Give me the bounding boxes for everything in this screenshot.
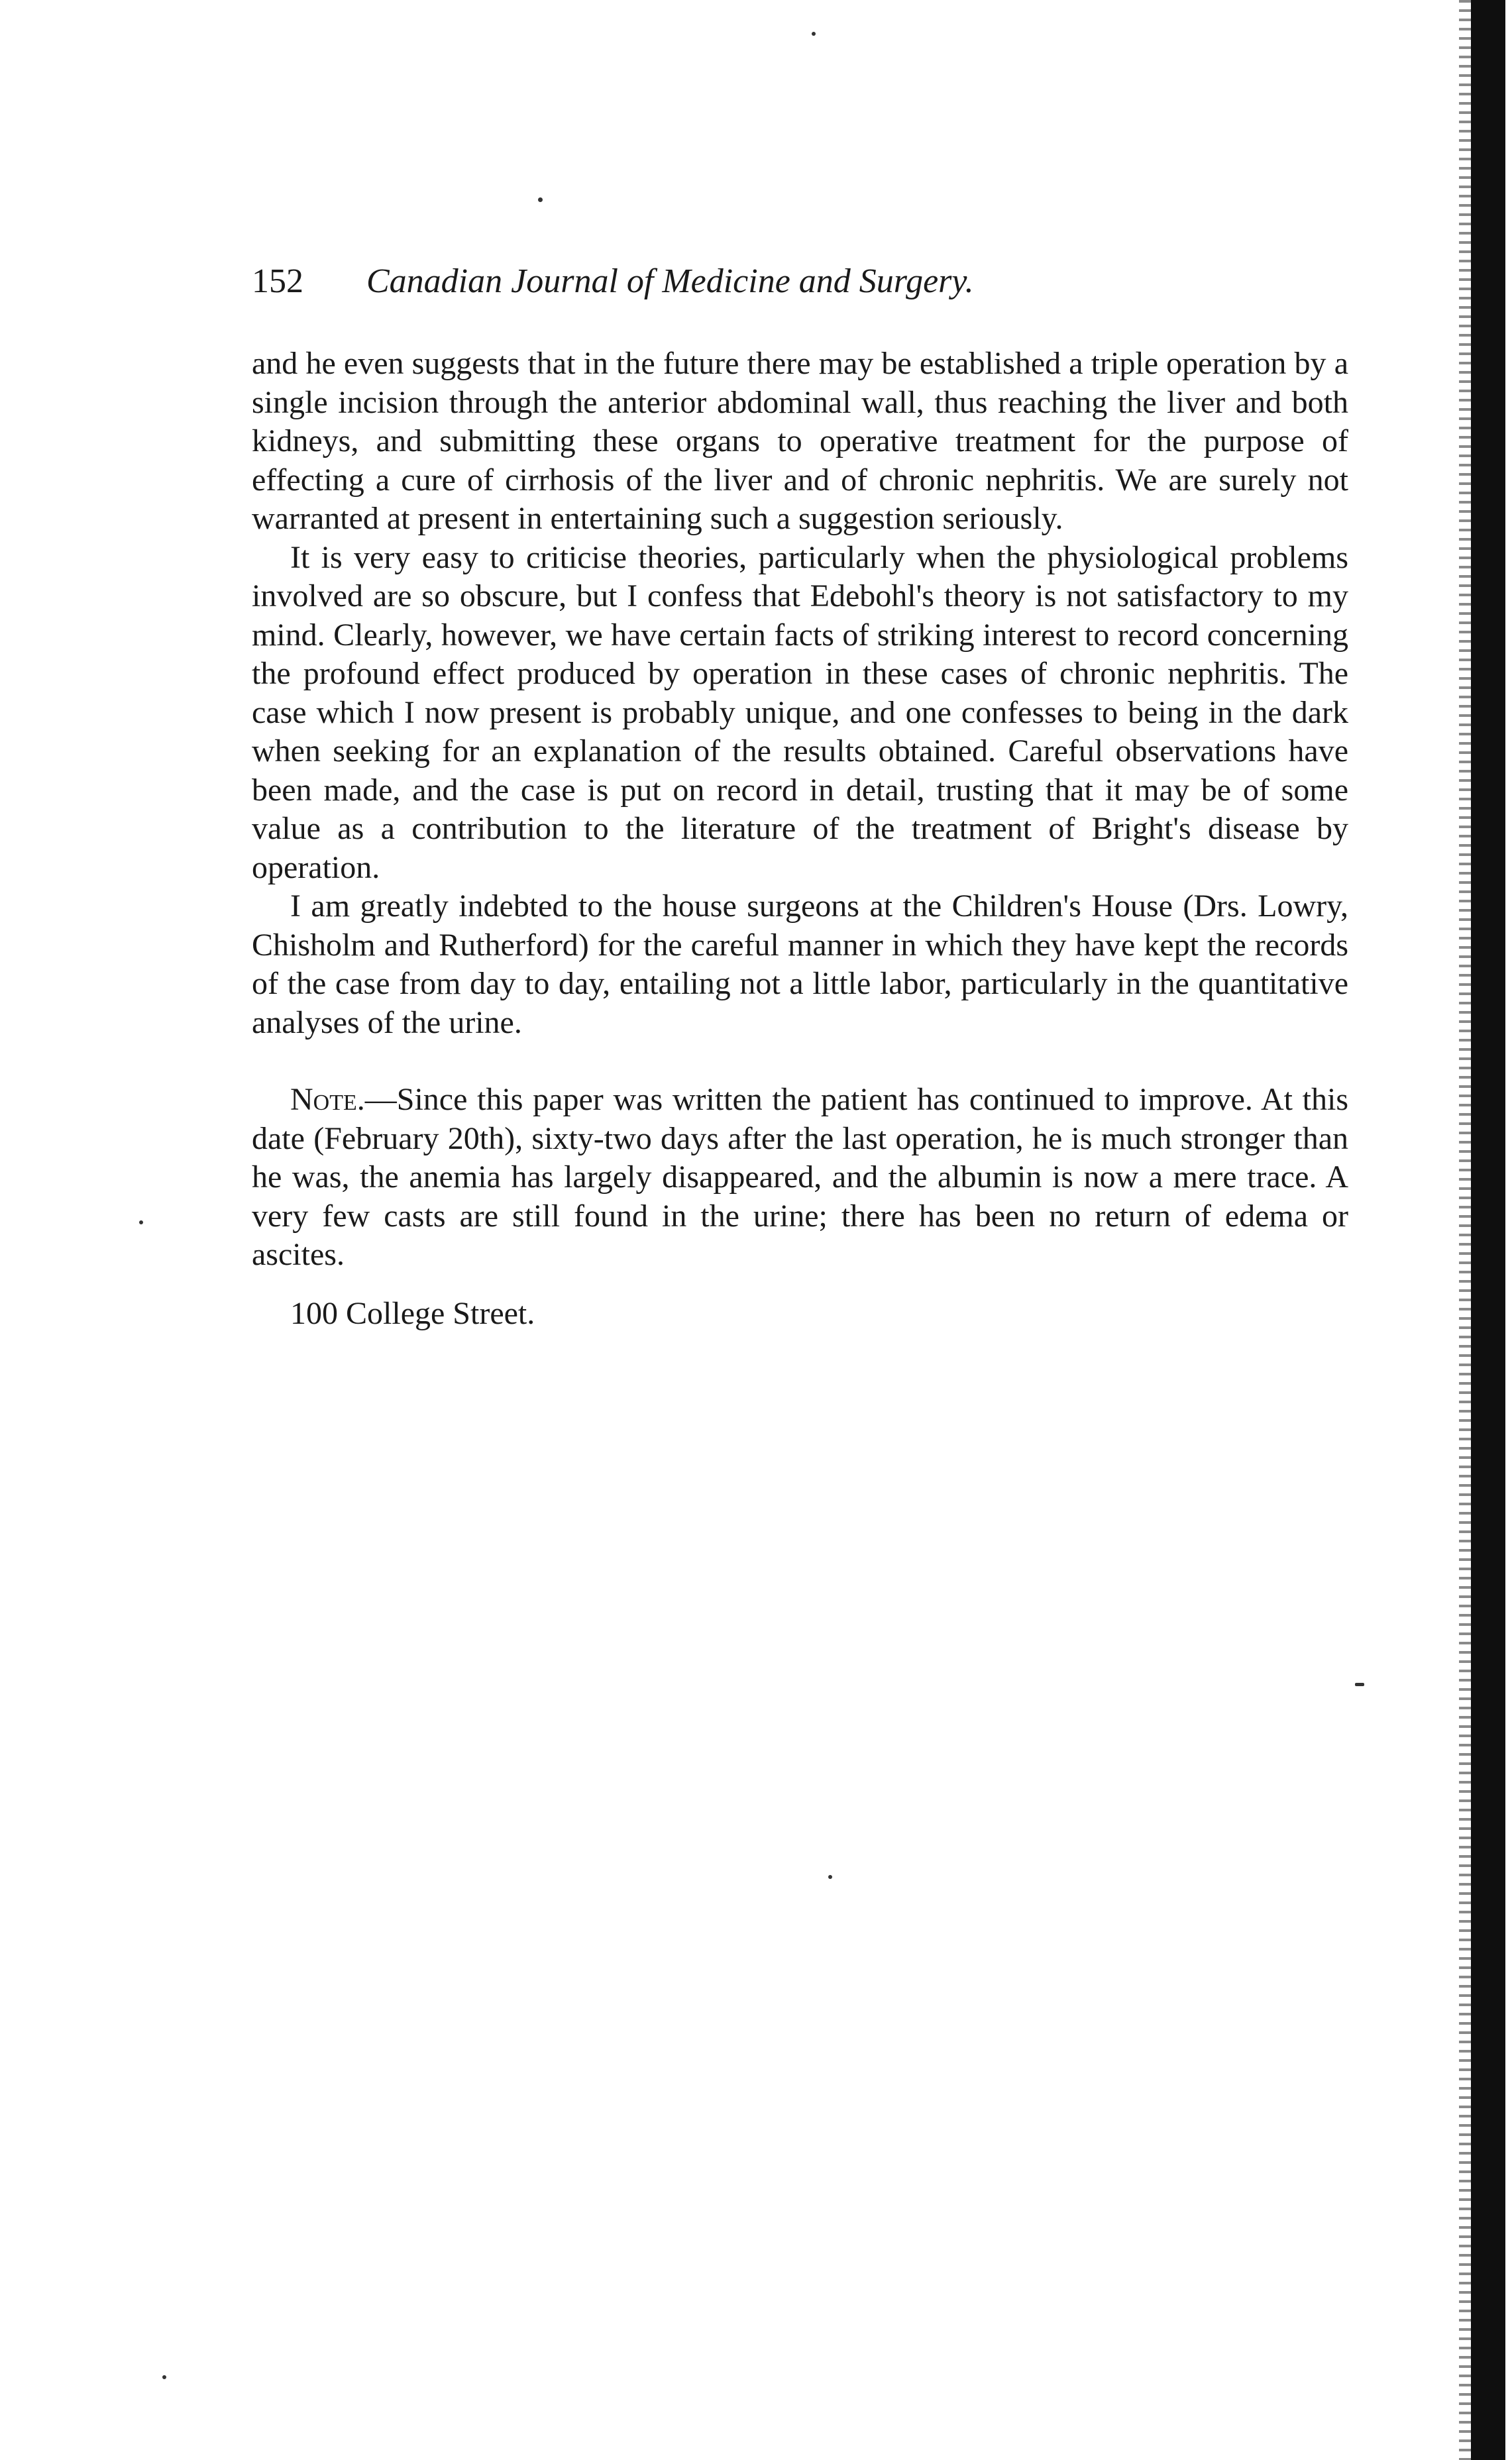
paragraph-criticism: It is very easy to criticise theories, particularly when the physiological problems involved are so obscure, but I confess that Edebohl's theory is not satisfactory to my mind. Clearly, however, we have certain facts of striking interest to record concerning the profound effect produced by operation in these cases of chronic nephritis. The case which I now present is probably unique, and one confesses to being in the dark when seeking for an explanation of the results obtained. Careful observations have been made, and the case is put on record in detail, trusting that it may be of some value as a contribution to the literature of the treatment of Bright's disease by operation. [252, 539, 1348, 885]
scan-speck [162, 2375, 166, 2379]
page-edge-shadow [1471, 0, 1505, 2460]
paragraph-acknowledgement: I am greatly indebted to the house surgeons at the Children's House (Drs. Lowry, Chisholm and Rutherford) for the careful manner in which they have kept the records of the case from day to day, entailing not a little labor, particularly in the quantitative analyses of the urine. [252, 888, 1348, 1040]
scan-speck [812, 32, 816, 36]
running-header [252, 262, 1206, 301]
scan-speck [1355, 1683, 1364, 1686]
running-title: Canadian Journal of Medicine and Surgery. [366, 262, 974, 300]
paragraph-continuation: and he even suggests that in the future there may be established a triple operation by a single incision through the anterior abdominal wall, thus reaching the liver and both kidneys, and submitting these organs to operative treatment for the purpose of effecting a cure of cirrhosis of the liver and of chronic nephritis. We are surely not warranted at present in entertaining such a suggestion seriously. [252, 346, 1348, 536]
author-address: 100 College Street. [290, 1295, 535, 1331]
scan-speck [139, 1220, 143, 1224]
page-number: 152 [252, 262, 303, 300]
article-body [252, 345, 1348, 1333]
scan-speck [828, 1875, 832, 1879]
note-text: —Since this paper was written the patient has continued to improve. At this date (February 20th), sixty-two days after the last operation, he is much stronger than he was, the anemia has largely disappeared, and the albumin is now a mere trace. A very few casts are still found in the urine; there has been no return of edema or ascites. [252, 1082, 1348, 1272]
scan-speck [538, 197, 543, 202]
note-label: Note. [290, 1082, 365, 1117]
note-paragraph [252, 1081, 1348, 1275]
